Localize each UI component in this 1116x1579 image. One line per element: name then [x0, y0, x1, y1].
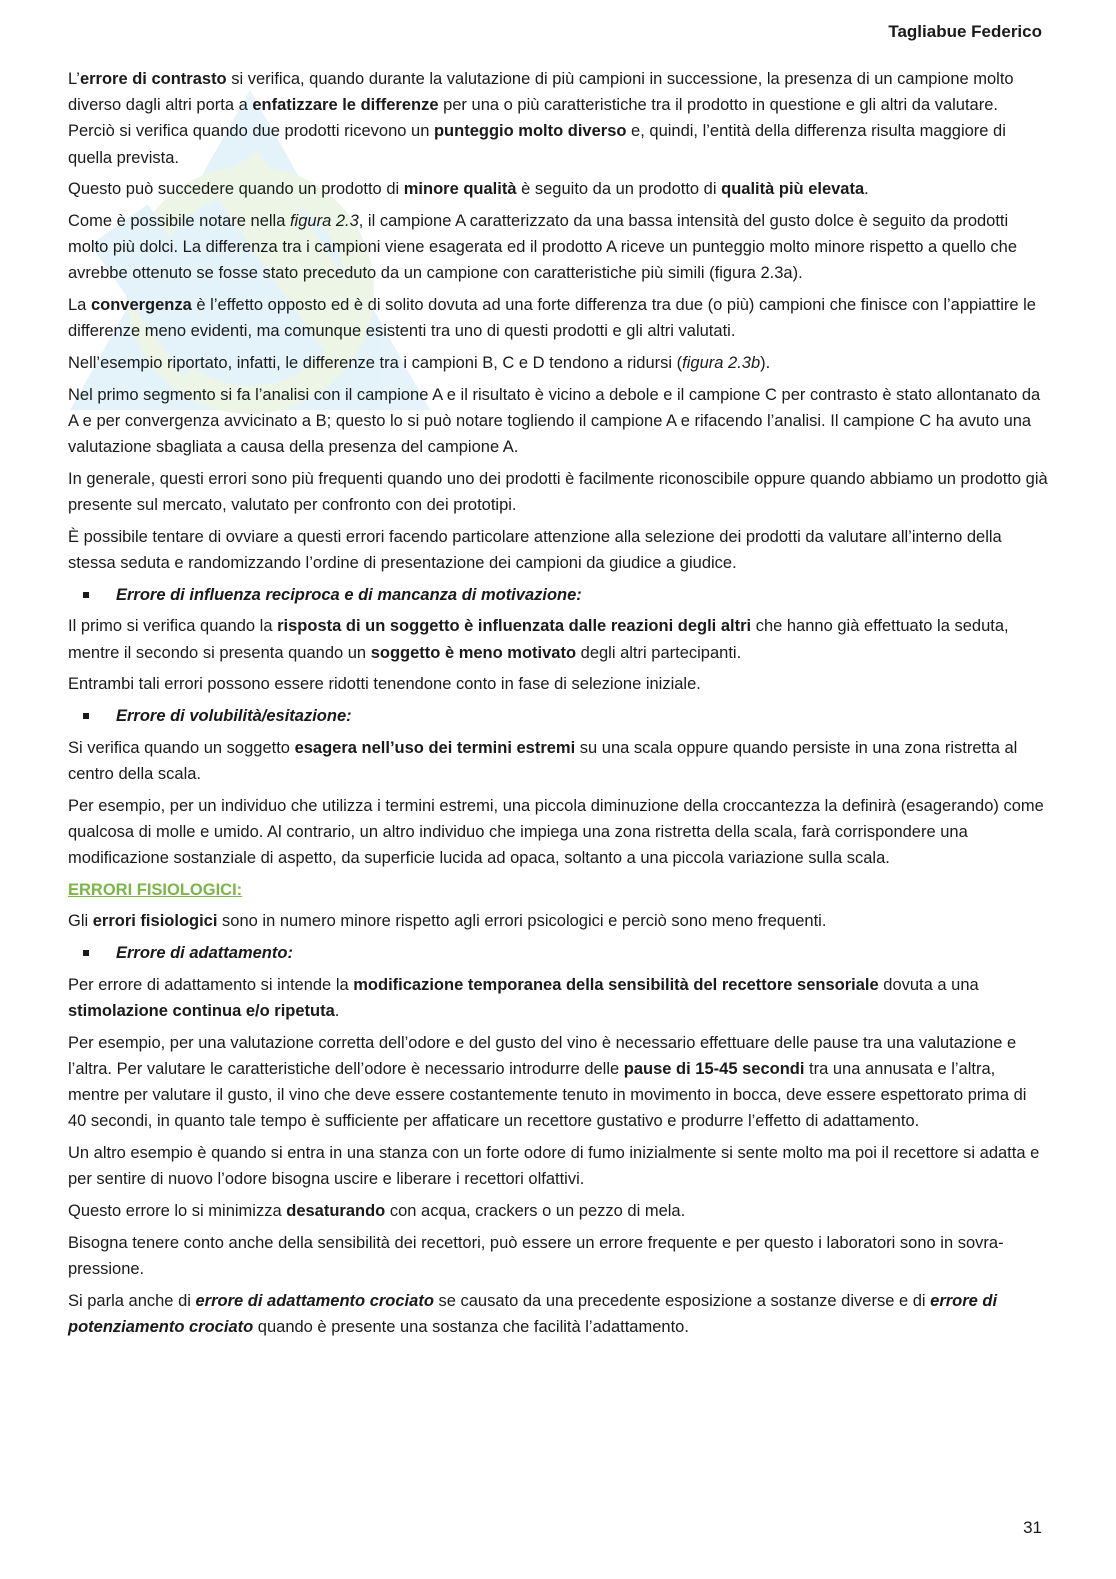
- square-bullet-icon: [83, 950, 89, 956]
- header-author: Tagliabue Federico: [888, 22, 1042, 41]
- paragraph: Questo può succedere quando un prodotto di minore qualità è seguito da un prodotto di qualità più elevata.: [68, 180, 869, 199]
- section-title: ERRORI FISIOLOGICI:: [68, 880, 243, 899]
- paragraph: Per esempio, per una valutazione corretta dell’odore e del gusto del vino è necessario effettuare delle pause tra una valutazione e l’altra. Per valutare le caratteristiche dell’odore è necessario introdurre delle pause di 15-45 secondi tra una annusata e l’altra, mentre per valutare il gusto, il vino che deve essere costantemente tenuto in movimento in bocca, deve essere espettorato prima di 40 secondi, in quanto tale tempo è sufficiente per affaticare un recettore gustativo e produrre l’effetto di adattamento.: [68, 1033, 1027, 1131]
- bullet-heading: Errore di volubilità/esitazione:: [68, 703, 1048, 729]
- paragraph: Gli errori fisiologici sono in numero minore rispetto agli errori psicologici e perciò sono meno frequenti.: [68, 912, 827, 931]
- paragraph: Il primo si verifica quando la risposta di un soggetto è influenzata dalle reazioni degli altri che hanno già effettuato la seduta, mentre il secondo si presenta quando un soggetto è meno motivato degli altri partecipanti.: [68, 617, 1009, 662]
- page-number: 31: [1023, 1518, 1042, 1537]
- paragraph: Per errore di adattamento si intende la modificazione temporanea della sensibilità del recettore sensoriale dovuta a una stimolazione continua e/o ripetuta.: [68, 975, 979, 1020]
- paragraph: Nell’esempio riportato, infatti, le differenze tra i campioni B, C e D tendono a ridursi (figura 2.3b).: [68, 354, 771, 373]
- paragraph: Un altro esempio è quando si entra in una stanza con un forte odore di fumo inizialmente si sente molto ma poi il recettore si adatta e per sentire di nuovo l’odore bisogna uscire e liberare i recettori olfattivi.: [68, 1144, 1040, 1189]
- bullet-heading: Errore di adattamento:: [68, 940, 1048, 966]
- paragraph: Come è possibile notare nella figura 2.3, il campione A caratterizzato da una bassa intensità del gusto dolce è seguito da prodotti molto più dolci. La differenza tra i campioni viene esagerata ed il prodotto A riceve un punteggio molto minore rispetto a quello che avrebbe ottenuto se fosse stato preceduto da un campione con caratteristiche più simili (figura 2.3a).: [68, 212, 1018, 283]
- paragraph: Entrambi tali errori possono essere ridotti tenendone conto in fase di selezione iniziale.: [68, 675, 701, 694]
- paragraph: La convergenza è l’effetto opposto ed è di solito dovuta ad una forte differenza tra due (o più) campioni che finisce con l’appiattire le differenze meno evidenti, ma comunque esistenti tra uno di questi prodotti e gli altri valutati.: [68, 296, 1036, 341]
- paragraph: L’errore di contrasto si verifica, quando durante la valutazione di più campioni in successione, la presenza di un campione molto diverso dagli altri porta a enfatizzare le differenze per una o più caratteristiche tra il prodotto in questione e gli altri da valutare. Perciò si verifica quando due prodotti ricevono un punteggio molto diverso e, quindi, l’entità della differenza risulta maggiore di quella prevista.: [68, 70, 1014, 167]
- paragraph: Per esempio, per un individuo che utilizza i termini estremi, una piccola diminuzione della croccantezza la definirà (esagerando) come qualcosa di molle e umido. Al contrario, un altro individuo che impiega una zona ristretta della scala, farà corrispondere una modificazione sostanziale di aspetto, da superficie lucida ad opaca, soltanto a una piccola variazione sulla scala.: [68, 796, 1044, 867]
- bullet-heading: Errore di influenza reciproca e di mancanza di motivazione:: [68, 582, 1048, 608]
- paragraph: In generale, questi errori sono più frequenti quando uno dei prodotti è facilmente riconoscibile oppure quando abbiamo un prodotto già presente sul mercato, valutato per confronto con dei prototipi.: [68, 469, 1048, 515]
- paragraph: Questo errore lo si minimizza desaturando con acqua, crackers o un pezzo di mela.: [68, 1201, 686, 1220]
- square-bullet-icon: [83, 713, 89, 719]
- square-bullet-icon: [83, 592, 89, 598]
- paragraph: Si parla anche di errore di adattamento crociato se causato da una precedente esposizione a sostanze diverse e di errore di potenziamento crociato quando è presente una sostanza che facilità l’adattamento.: [68, 1291, 998, 1336]
- document-body: [68, 66, 1048, 1345]
- paragraph: Si verifica quando un soggetto esagera nell’uso dei termini estremi su una scala oppure quando persiste in una zona ristretta al centro della scala.: [68, 738, 1018, 783]
- paragraph: Nel primo segmento si fa l’analisi con il campione A e il risultato è vicino a debole e il campione C per contrasto è stato allontanato da A e per convergenza avvicinato a B; questo lo si può notare togliendo il campione A e rifacendo l’analisi. Il campione C ha avuto una valutazione sbagliata a causa della presenza del campione A.: [68, 385, 1041, 457]
- paragraph: Bisogna tenere conto anche della sensibilità dei recettori, può essere un errore frequente e per questo i laboratori sono in sovra-pressione.: [68, 1233, 1004, 1278]
- paragraph: È possibile tentare di ovviare a questi errori facendo particolare attenzione alla selezione dei prodotti da valutare all’interno della stessa seduta e randomizzando l’ordine di presentazione dei campioni da giudice a giudice.: [68, 527, 1002, 572]
